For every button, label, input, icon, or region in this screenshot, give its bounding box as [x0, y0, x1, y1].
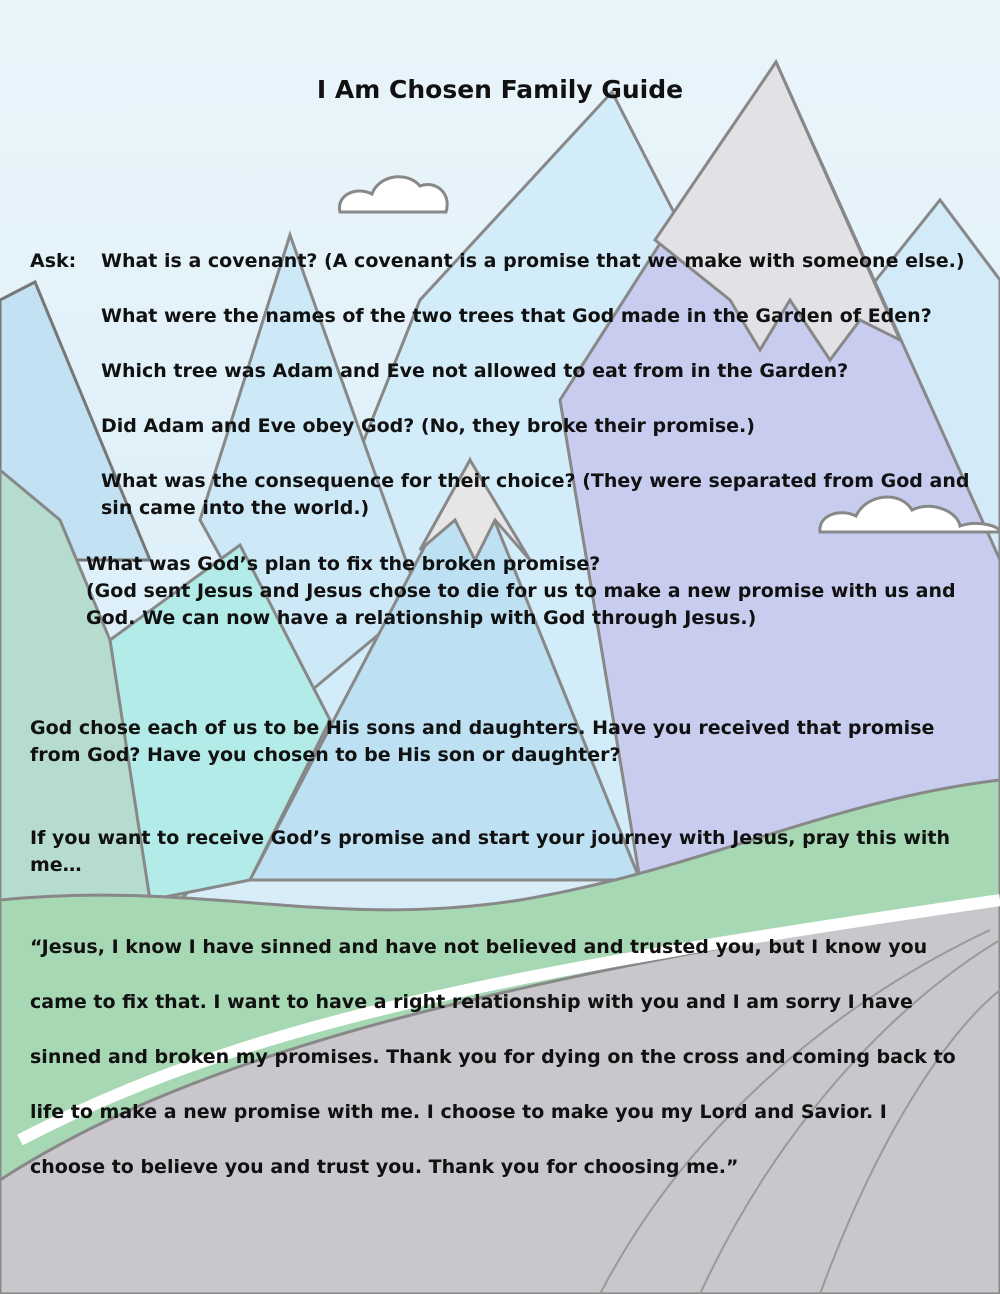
invite-paragraph: If you want to receive God’s promise and start your journey with Jesus, pray this with me…: [30, 827, 951, 876]
question-item: What were the names of the two trees that God made in the Garden of Eden?: [101, 305, 932, 327]
prayer-line: “Jesus, I know I have sinned and have not believed and trusted you, but I know you: [30, 936, 928, 958]
question-item: Did Adam and Eve obey God? (No, they broke their promise.): [101, 415, 755, 437]
prayer-line: choose to believe you and trust you. Thank you for choosing me.”: [30, 1156, 739, 1178]
chosen-paragraph: God chose each of us to be His sons and daughters. Have you received that promise from God? Have you chosen to be His son or daughter?: [30, 717, 935, 766]
page-title: I Am Chosen Family Guide: [316, 75, 684, 104]
question-item: Which tree was Adam and Eve not allowed to eat from in the Garden?: [101, 360, 849, 382]
plan-answer: (God sent Jesus and Jesus chose to die for us to make a new promise with us and God. We can now have a relationship with God through Jesus.): [86, 580, 956, 629]
question-item: What was the consequence for their choice? (They were separated from God and sin came into the world.): [101, 470, 970, 519]
plan-question: What was God’s plan to fix the broken promise?: [86, 553, 601, 575]
prayer-line: life to make a new promise with me. I choose to make you my Lord and Savior. I: [30, 1101, 887, 1123]
question-item: What is a covenant? (A covenant is a promise that we make with someone else.): [101, 250, 965, 272]
prayer-line: sinned and broken my promises. Thank you for dying on the cross and coming back to: [30, 1046, 956, 1068]
ask-label: Ask:: [30, 250, 77, 272]
prayer-line: came to fix that. I want to have a right relationship with you and I am sorry I have: [30, 991, 913, 1013]
